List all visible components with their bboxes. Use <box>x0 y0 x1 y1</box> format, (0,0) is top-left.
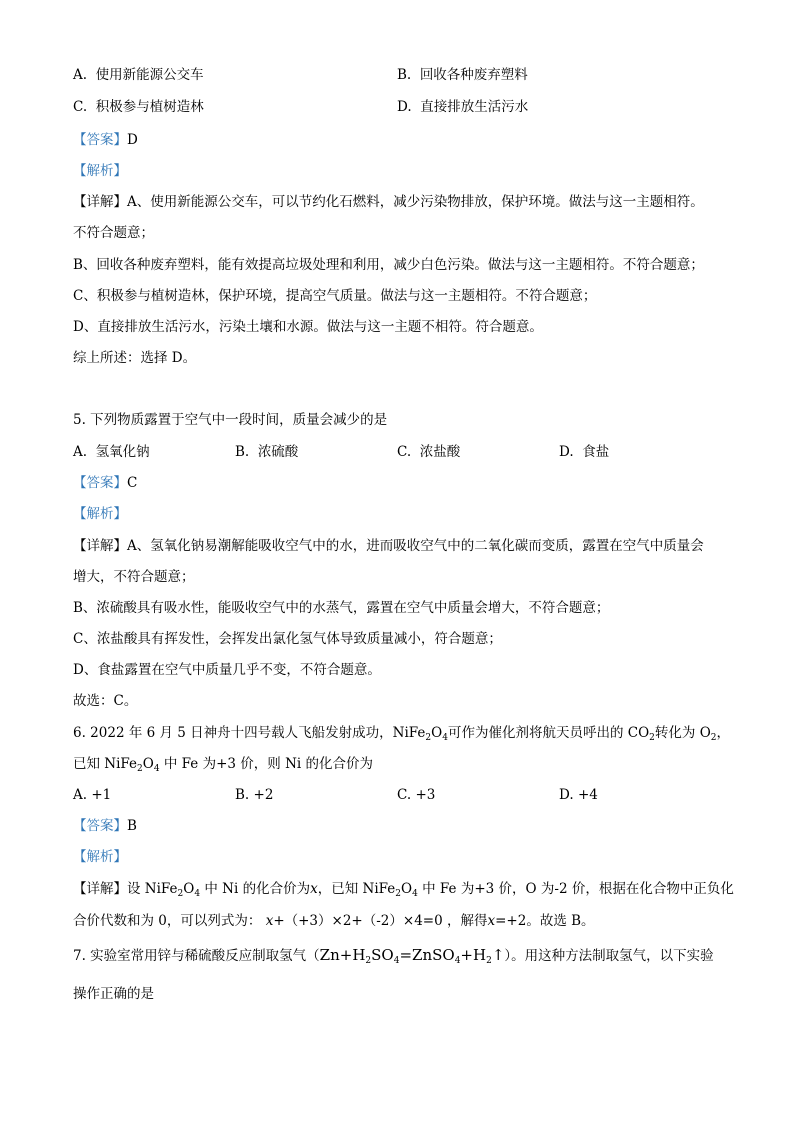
q5-stem: 5. 下列物质露置于空气中一段时间，质量会减少的是 <box>73 412 388 428</box>
q6-answer: 【答案】B <box>73 818 137 834</box>
answer-tag: 【答案】 <box>73 475 127 491</box>
equation: +（+3）×2+（-2）×4=0 <box>273 913 443 929</box>
q4-option-a: A. 使用新能源公交车 <box>73 67 204 83</box>
q5-detail-line: C、浓盐酸具有挥发性，会挥发出氯化氢气体导致质量减小，符合题意； <box>73 631 502 647</box>
q4-detail-line: B、回收各种废弃塑料，能有效提高垃圾处理和利用，减少白色污染。做法与这一主题相符。不符合题意； <box>73 257 704 273</box>
q4-detail-line: 不符合题意； <box>73 225 154 241</box>
q5-detail-line: B、浓硫酸具有吸水性，能吸收空气中的水蒸气，露置在空气中质量会增大，不符合题意； <box>73 600 610 616</box>
q5-option-b: B. 浓硫酸 <box>235 444 299 460</box>
q5-detail-line: D、食盐露置在空气中质量几乎不变，不符合题意。 <box>73 662 381 678</box>
q4-detail-line: D、直接排放生活污水，污染土壤和水源。做法与这一主题不相符。符合题意。 <box>73 319 543 335</box>
q5-option-c: C. 浓盐酸 <box>397 444 461 460</box>
q6-option-d: D. +4 <box>559 787 598 803</box>
q4-answer: 【答案】D <box>73 132 138 148</box>
q5-option-a: A. 氢氧化钠 <box>73 444 150 460</box>
q7-stem-line2: 操作正确的是 <box>73 986 154 1002</box>
q6-stem-line1: 6. 2022 年 6 月 5 日神舟十四号载人飞船发射成功，$NiFe_2O_4$可作为催化剂将航天员呼出的 $CO_2$转化为 $O_2$， <box>73 725 730 743</box>
up-arrow-icon: ↑ <box>491 946 505 964</box>
q6-option-b: B. +2 <box>235 787 274 803</box>
detail-tag: 【详解】 <box>73 881 127 897</box>
q5-option-d: D. 食盐 <box>559 444 610 460</box>
q4-detail-line: C、积极参与植树造林，保护环境，提高空气质量。做法与这一主题相符。不符合题意； <box>73 288 597 304</box>
detail-tag: 【详解】 <box>73 194 127 210</box>
q6-option-c: C. +3 <box>397 787 436 803</box>
q4-conclusion: 综上所述：选择 D。 <box>73 350 197 366</box>
q6-detail-line: 合价代数和为 0，可以列式为： x+（+3）×2+（-2）×4=0 ，解得x=+2。故选 B。 <box>73 913 595 929</box>
q6-detail-line: 【详解】设 $NiFe_2O_4$ 中 Ni 的化合价为x，已知 $NiFe_2O_4$ 中 Fe 为+3 价，O 为-2 价，根据在化合物中正负化 <box>73 881 734 899</box>
q5-detail-line: 【详解】A、氢氧化钠易潮解能吸收空气中的水，进而吸收空气中的二氧化碳而变质，露置在空气中质量会 <box>73 538 704 554</box>
q4-detail-line: 【详解】A、使用新能源公交车，可以节约化石燃料，减少污染物排放，保护环境。做法与这一主题相符。 <box>73 194 704 210</box>
q6-stem-line2: 已知 $NiFe_2O_4$ 中 Fe 为+3 价，则 Ni 的化合价为 <box>73 756 373 774</box>
q4-option-d: D. 直接排放生活污水 <box>397 99 529 115</box>
q5-detail-line: 增大，不符合题意； <box>73 569 195 585</box>
detail-tag: 【详解】 <box>73 538 127 554</box>
q6-option-a: A. +1 <box>73 787 112 803</box>
reaction-equation: $Zn+H_2SO_4=ZnSO_4+H_2↑$ <box>319 946 505 966</box>
answer-tag: 【答案】 <box>73 132 127 148</box>
q5-conclusion: 故选：C。 <box>73 693 138 709</box>
q4-analysis-tag: 【解析】 <box>73 163 127 179</box>
q6-analysis-tag: 【解析】 <box>73 849 127 865</box>
q5-analysis-tag: 【解析】 <box>73 506 127 522</box>
answer-tag: 【答案】 <box>73 818 127 834</box>
q5-answer: 【答案】C <box>73 475 138 491</box>
q7-stem-line1: 7. 实验室常用锌与稀硫酸反应制取氢气$(Zn+H_2SO_4=ZnSO_4+H_2↑)$。用这种方法制取氢气，以下实验 <box>73 946 714 966</box>
q4-option-c: C. 积极参与植树造林 <box>73 99 204 115</box>
q4-option-b: B. 回收各种废弃塑料 <box>397 67 528 83</box>
